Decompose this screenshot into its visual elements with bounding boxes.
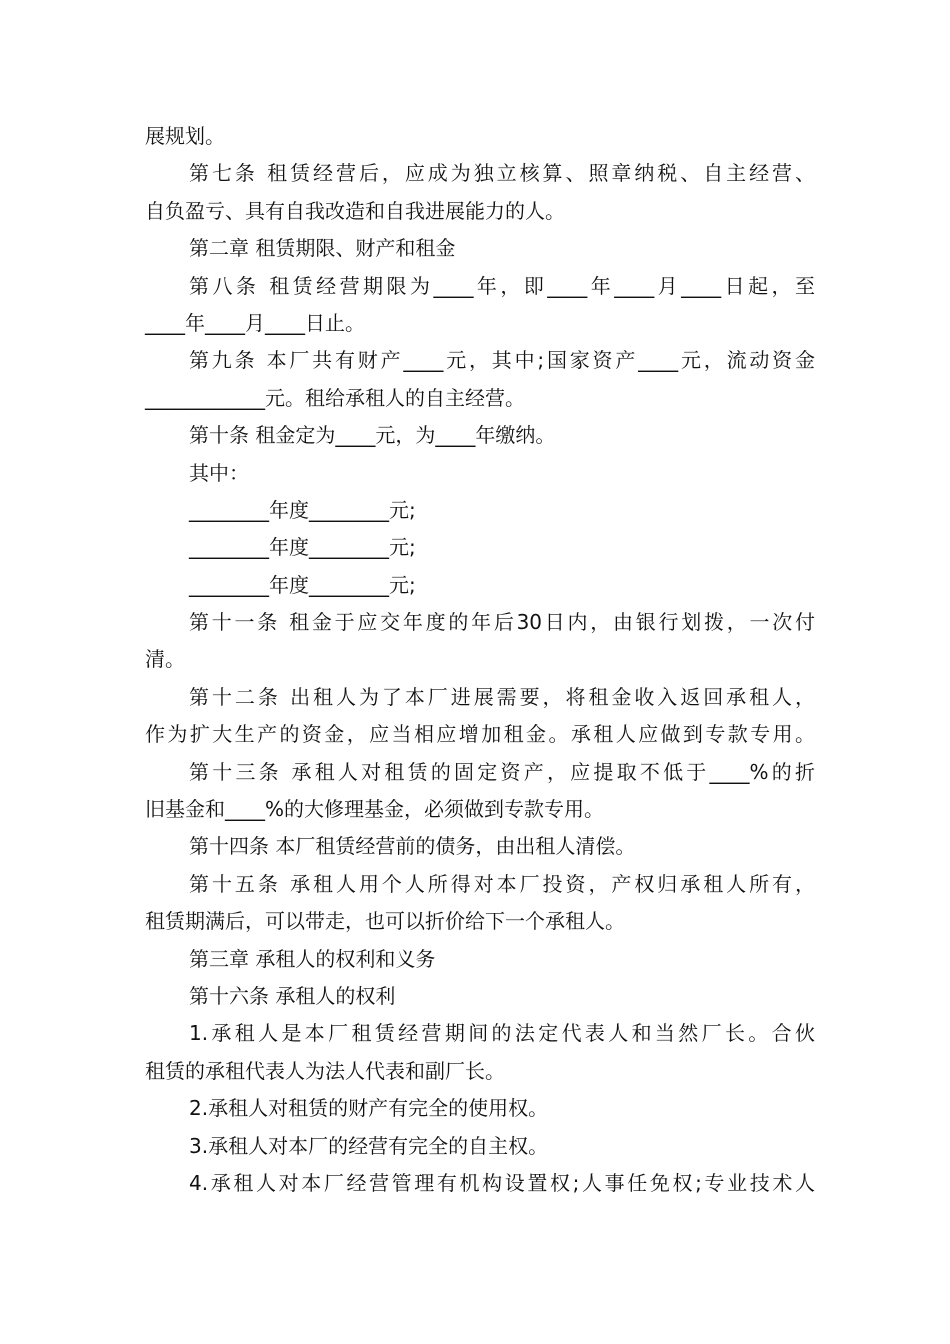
text-line: 租赁的承租代表人为法人代表和副厂长。 <box>145 1058 505 1083</box>
text-line: 第七条 租赁经营后，应成为独立核算、照章纳税、自主经营、 <box>189 161 815 186</box>
text-line: 第十二条 出租人为了本厂进展需要，将租金收入返回承租人， <box>189 684 815 709</box>
text-line: 旧基金和____%的大修理基金，必须做到专款专用。 <box>145 797 605 822</box>
text-line: ____年____月____日止。 <box>145 310 365 335</box>
text-line: ________年度________元; <box>189 572 416 597</box>
text-line: 2.承租人对租赁的财产有完全的使用权。 <box>189 1096 549 1121</box>
text-line: 第十五条 承租人用个人所得对本厂投资，产权归承租人所有， <box>189 871 815 896</box>
text-line: 第二章 租赁期限、财产和租金 <box>189 236 456 261</box>
text-line: 第九条 本厂共有财产____元，其中;国家资产____元，流动资金 <box>189 348 815 373</box>
text-line: 1.承租人是本厂租赁经营期间的法定代表人和当然厂长。合伙 <box>189 1021 815 1046</box>
text-line: 清。 <box>145 647 185 672</box>
text-line: ________年度________元; <box>189 497 416 522</box>
text-line: 第三章 承租人的权利和义务 <box>189 946 436 971</box>
text-line: 展规划。 <box>145 124 225 148</box>
text-line: 作为扩大生产的资金，应当相应增加租金。承租人应做到专款专用。 <box>145 722 815 747</box>
text-line: 第八条 租赁经营期限为____年，即____年____月____日起，至 <box>189 273 815 298</box>
text-line: ____________元。租给承租人的自主经营。 <box>145 385 525 410</box>
text-line: 自负盈亏、具有自我改造和自我进展能力的人。 <box>145 198 565 223</box>
text-line: 第十六条 承租人的权利 <box>189 983 396 1008</box>
text-line: 租赁期满后，可以带走，也可以折价给下一个承租人。 <box>145 909 625 934</box>
text-line: ________年度________元; <box>189 535 416 560</box>
text-line: 第十条 租金定为____元，为____年缴纳。 <box>189 423 556 448</box>
text-line: 第十三条 承租人对租赁的固定资产，应提取不低于____%的折 <box>189 759 815 784</box>
text-line: 3.承租人对本厂的经营有完全的自主权。 <box>189 1133 549 1158</box>
text-line: 其中： <box>189 460 249 485</box>
text-line: 4.承租人对本厂经营管理有机构设置权;人事任免权;专业技术人 <box>189 1170 815 1195</box>
text-line: 第十四条 本厂租赁经营前的债务，由出租人清偿。 <box>189 834 636 859</box>
text-line: 第十一条 租金于应交年度的年后30日内，由银行划拨，一次付 <box>189 610 815 635</box>
document-body <box>145 118 815 1202</box>
